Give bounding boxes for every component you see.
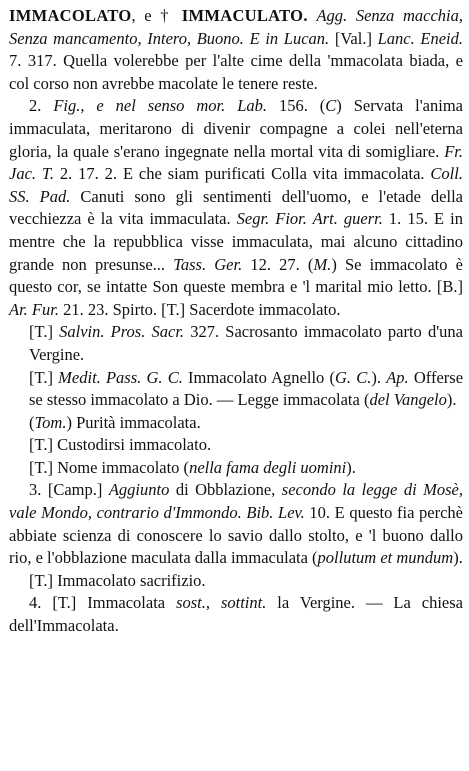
sense-label: Aggiunto [108,480,170,500]
entry-paragraph-3 [9,321,463,366]
source-citation: Lanc. Eneid. [377,28,463,48]
sense-label: Fig., e nel senso mor. [53,96,226,116]
sense-number: 4. [T.] Immacolata [29,593,177,613]
text-run [225,96,237,115]
quote-text: [T.] Nome immacolato ( [29,457,190,477]
definition: secondo la legge di Mosè, vale Mondo, contrario d'Immondo. Bib. Lev. [9,480,463,523]
grammar-label: sost., sottint. [176,593,267,613]
text-run: ). [371,367,387,387]
quote-text: Offerse se stesso immacolato a Dio. — Legge immacolata ( [29,367,464,410]
text-run: [Val.] [329,28,378,48]
quote-text: Canuti sono gli sentimenti dell'uomo, e l'etade della vecchiezza è la vita immaculata. [9,186,463,229]
entry-paragraph-1 [9,5,463,95]
quote-text: ) Se immacolato è questo cor, se intatte Son queste membra e 'l marital mio letto. [B.] [9,254,463,297]
entry-paragraph-4 [9,367,463,412]
entry-paragraph-9: [T.] Immacolato sacrifizio. [29,570,206,590]
entry-paragraph-6: [T.] Custodirsi immacolato. [29,435,212,455]
editor-mark: Tom. [34,412,67,432]
quote-text: 7. 317. Quella volerebbe per l'alte cime della 'mmacolata biada, e col corso non avrebbe macolate le tenere reste. [9,51,463,93]
entry-paragraph-7 [9,457,463,480]
quote-text: 2. 17. 2. E che siam purificati Colla vita immacolata. [54,164,431,184]
definition: Agg. Senza macchia, Senza mancamento, Intero, Buono. E in Lucan. [9,6,464,48]
source-citation: Tass. Ger. [173,254,243,274]
source-citation: Ap. [386,367,409,387]
text-run: ). [446,390,457,410]
entry-paragraph-10 [9,592,463,637]
editor-mark: C [325,96,337,116]
quote-text: ) Servata l'anima immaculata, meritarono di divenir compagne a colei nell'eterna gloria, la quale s'erano ingegnate nella mortal vita di somigliare. [9,96,463,161]
text-run: 156. ( [267,96,326,116]
text-run: ). [453,548,463,568]
source-citation: Lab. [237,96,268,116]
source-citation: Segr. Fior. Art. guerr. [236,209,383,229]
text-run: di Obblazione, [169,480,282,500]
text-run: ). [346,457,356,477]
text-run: , e † [131,6,182,25]
gloss: del Vangelo [369,390,447,410]
entry-paragraph-8 [9,479,463,569]
quote-text: 21. 23. Spirto. [T.] Sacerdote immacolato. [58,299,341,319]
sense-number: 2. [29,96,54,116]
entry-paragraph-5 [9,412,463,435]
entry-paragraph-2 [9,95,463,321]
quote-text: Immacolato Agnello ( [182,367,335,387]
sense-number: 3. [Camp.] [29,480,109,500]
text-run: ( [29,412,35,432]
editor-mark: [T.] [29,322,60,342]
quote-text: 1. 15. E in mentre che la repubblica visse immaculata, mai alcuno cittadino grande non presunse... [9,209,463,274]
latin-gloss: pollutum et mundum [317,548,454,568]
source-citation: Coll. SS. Pad. [9,164,463,206]
source-citation: Fr. Jac. T. [9,141,463,184]
quote-text: 10. E questo fia perchè abbiate scienza di conoscere lo savio dallo stolto, e 'l buono dallo rio, e l'obblazione maculata dalla immaculata ( [9,503,463,568]
source-citation: Ar. Fur. [9,299,59,319]
editor-mark: M. [313,254,332,274]
quote-text: ) Purità immacolata. [66,412,201,432]
source-citation: Salvin. Pros. Sacr. [59,322,185,342]
headword: IMMACOLATO [9,6,132,25]
text-run: 12. 27. ( [242,254,314,274]
source-citation: Medit. Pass. G. C. [58,367,183,387]
gloss: G. C. [334,367,372,387]
quote-text: 327. Sacrosanto immacolato parto d'una Vergine. [29,322,463,364]
quote-text: la Vergine. — La chiesa dell'Immacolata. [9,593,463,636]
gloss: nella fama degli uomini [189,457,347,477]
editor-mark: [T.] [29,367,59,387]
headword-variant: IMMACULATO. [181,6,308,25]
